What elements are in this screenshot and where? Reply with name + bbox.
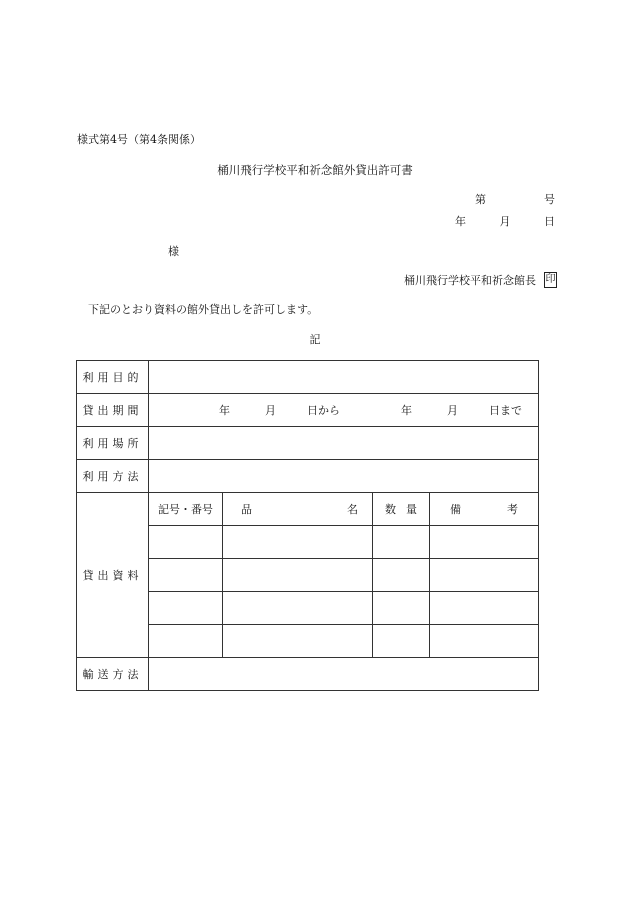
code-cell[interactable] bbox=[149, 592, 223, 625]
item-name-header bbox=[223, 493, 373, 526]
place-row bbox=[77, 427, 539, 460]
place-field[interactable] bbox=[149, 427, 539, 460]
item-header-char-1: 品 bbox=[241, 503, 252, 516]
period-year-1: 年 bbox=[219, 404, 230, 417]
item-cell[interactable] bbox=[223, 625, 373, 658]
period-field[interactable] bbox=[149, 394, 539, 427]
date-year: 年 bbox=[455, 215, 466, 228]
period-day-to: 日まで bbox=[489, 404, 522, 417]
remarks-cell[interactable] bbox=[430, 625, 539, 658]
quantity-header bbox=[373, 493, 430, 526]
date-month: 月 bbox=[499, 215, 511, 228]
item-cell[interactable] bbox=[223, 559, 373, 592]
number-prefix: 第 bbox=[475, 193, 486, 206]
remarks-cell[interactable] bbox=[430, 559, 539, 592]
remarks-cell[interactable] bbox=[430, 592, 539, 625]
recipient-honorific: 様 bbox=[168, 245, 179, 258]
purpose-label: 利用目的 bbox=[77, 361, 149, 394]
issuer-line bbox=[404, 272, 557, 288]
permission-statement: 下記のとおり資料の館外貸出しを許可します。 bbox=[88, 303, 319, 316]
form-number-label: 様式第4号（第4条関係） bbox=[77, 133, 201, 146]
issuer-name: 桶川飛行学校平和祈念館長 bbox=[404, 274, 536, 287]
materials-label: 貸出資料 bbox=[77, 493, 149, 658]
document-title: 桶川飛行学校平和祈念館外貸出許可書 bbox=[217, 163, 413, 177]
qty-cell[interactable] bbox=[373, 559, 430, 592]
method-label: 利用方法 bbox=[77, 460, 149, 493]
issue-date-line bbox=[455, 213, 555, 229]
loan-permission-table bbox=[76, 360, 539, 691]
code-cell[interactable] bbox=[149, 625, 223, 658]
note-header-char-2: 考 bbox=[507, 503, 518, 516]
code-header: 記号・番号 bbox=[149, 493, 223, 526]
code-cell[interactable] bbox=[149, 526, 223, 559]
period-month-2: 月 bbox=[447, 404, 458, 417]
seal-mark: 印 bbox=[544, 272, 557, 288]
period-label: 貸出期間 bbox=[77, 394, 149, 427]
transport-row bbox=[77, 658, 539, 691]
purpose-field[interactable] bbox=[149, 361, 539, 394]
remarks-header bbox=[430, 493, 539, 526]
qty-cell[interactable] bbox=[373, 625, 430, 658]
note-header-char-1: 備 bbox=[450, 503, 461, 516]
method-row bbox=[77, 460, 539, 493]
materials-header-row bbox=[77, 493, 539, 526]
method-field[interactable] bbox=[149, 460, 539, 493]
place-label: 利用場所 bbox=[77, 427, 149, 460]
period-day-from: 日から bbox=[307, 404, 340, 417]
qty-header-char-2: 量 bbox=[406, 503, 417, 516]
transport-field[interactable] bbox=[149, 658, 539, 691]
period-year-2: 年 bbox=[401, 404, 412, 417]
date-day: 日 bbox=[544, 215, 555, 228]
period-row bbox=[77, 394, 539, 427]
qty-cell[interactable] bbox=[373, 592, 430, 625]
qty-header-char-1: 数 bbox=[385, 503, 396, 516]
transport-label: 輸送方法 bbox=[77, 658, 149, 691]
period-month-1: 月 bbox=[265, 404, 276, 417]
code-cell[interactable] bbox=[149, 559, 223, 592]
document-number-line bbox=[475, 191, 555, 207]
item-header-char-2: 名 bbox=[347, 503, 358, 516]
purpose-row bbox=[77, 361, 539, 394]
ki-heading: 記 bbox=[309, 333, 321, 346]
qty-cell[interactable] bbox=[373, 526, 430, 559]
item-cell[interactable] bbox=[223, 592, 373, 625]
remarks-cell[interactable] bbox=[430, 526, 539, 559]
item-cell[interactable] bbox=[223, 526, 373, 559]
number-suffix: 号 bbox=[544, 193, 555, 206]
